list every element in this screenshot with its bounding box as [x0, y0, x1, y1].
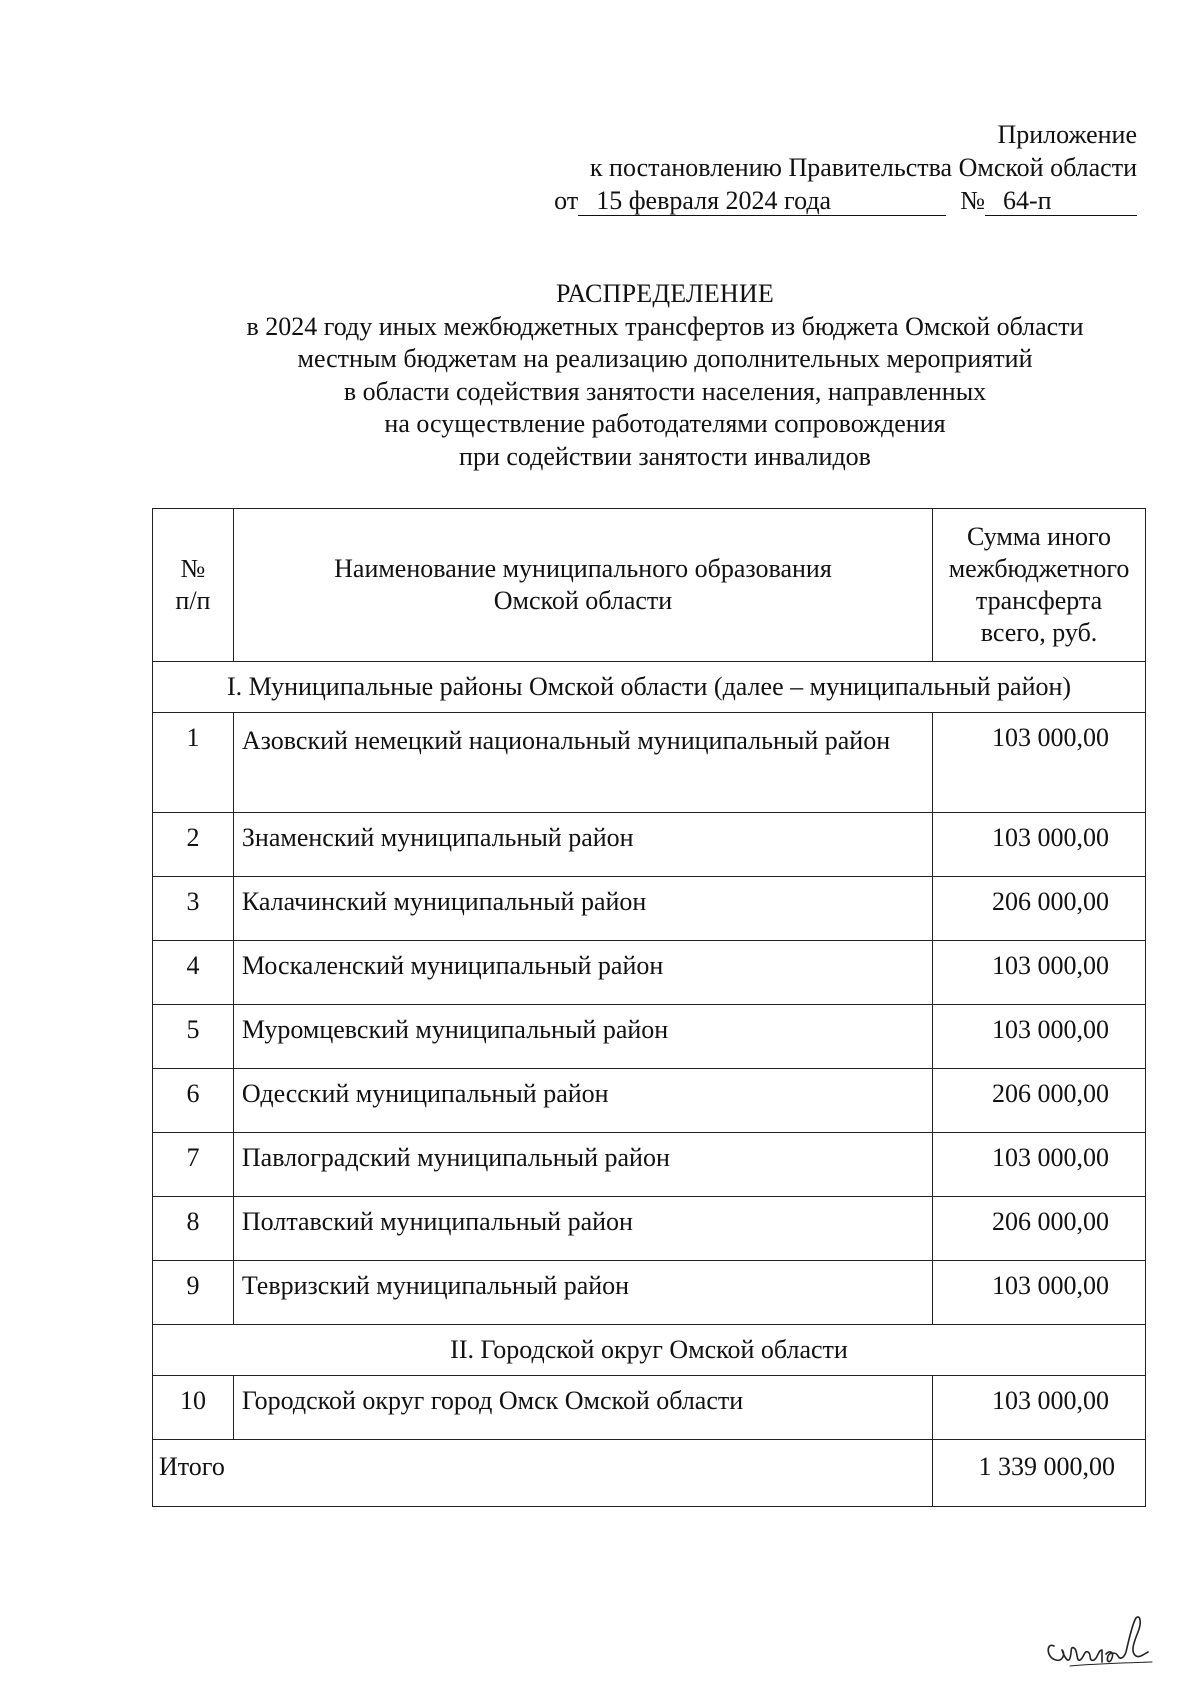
- document-heading: РАСПРЕДЕЛЕНИЕ: [556, 279, 774, 308]
- row-number: 9: [153, 1261, 234, 1325]
- row-sum: 103 000,00: [933, 941, 1146, 1005]
- table-row: [153, 1261, 1146, 1325]
- row-sum: 103 000,00: [933, 1376, 1146, 1440]
- row-number: 10: [153, 1376, 234, 1440]
- row-sum: 103 000,00: [933, 813, 1146, 877]
- header-name-line: Наименование муниципального образования: [334, 554, 832, 583]
- table-row: [153, 1069, 1146, 1133]
- row-number: 5: [153, 1005, 234, 1069]
- header-sum: [933, 509, 1146, 662]
- handwritten-signature: [1040, 1606, 1160, 1676]
- section-row-districts: [153, 662, 1146, 713]
- row-sum: 103 000,00: [933, 1261, 1146, 1325]
- document-title-block: [130, 278, 1200, 473]
- table-row: [153, 813, 1146, 877]
- row-number: 6: [153, 1069, 234, 1133]
- header-name-line: Омской области: [493, 586, 673, 615]
- row-name: Знаменский муниципальный район: [233, 813, 932, 877]
- table-row: [153, 1376, 1146, 1440]
- header-sum-line: всего, руб.: [980, 618, 1098, 647]
- title-line: местным бюджетам на реализацию дополнительных мероприятий: [297, 344, 1033, 373]
- table-row: [153, 1005, 1146, 1069]
- row-name: Одесский муниципальный район: [233, 1069, 932, 1133]
- date-value: 15 февраля 2024 года: [578, 187, 946, 216]
- title-line: в 2024 году иных межбюджетных трансфертов из бюджета Омской области: [246, 311, 1084, 341]
- distribution-table: [152, 508, 1146, 1507]
- table-row: [153, 1197, 1146, 1261]
- row-name: Калачинский муниципальный район: [233, 877, 932, 941]
- table-row: [153, 941, 1146, 1005]
- header-number: [153, 509, 234, 662]
- from-label: от: [554, 186, 579, 215]
- row-number: 1: [153, 713, 234, 813]
- row-name: Азовский немецкий национальный муниципальный район: [233, 713, 932, 813]
- row-number: 8: [153, 1197, 234, 1261]
- row-name: Тевризский муниципальный район: [233, 1261, 932, 1325]
- title-line: в области содействия занятости населения, направленных: [343, 376, 987, 406]
- table-header-row: [153, 509, 1146, 662]
- row-sum: 103 000,00: [933, 1133, 1146, 1197]
- row-number: 7: [153, 1133, 234, 1197]
- appendix-reference: к постановлению Правительства Омской области: [589, 153, 1137, 182]
- row-number: 3: [153, 877, 234, 941]
- row-number: 2: [153, 813, 234, 877]
- header-name: [233, 509, 932, 662]
- number-value: 64-п: [985, 187, 1137, 216]
- row-name: Городской округ город Омск Омской области: [233, 1376, 932, 1440]
- row-number: 4: [153, 941, 234, 1005]
- header-sum-line: межбюджетного: [948, 554, 1130, 583]
- row-sum: 206 000,00: [933, 1197, 1146, 1261]
- row-sum: 206 000,00: [933, 1069, 1146, 1133]
- number-label: №: [960, 186, 985, 215]
- row-name: Полтавский муниципальный район: [233, 1197, 932, 1261]
- total-row: [153, 1440, 1146, 1507]
- header-sum-line: трансферта: [975, 586, 1103, 615]
- table-row: [153, 713, 1146, 813]
- row-name: Муромцевский муниципальный район: [233, 1005, 932, 1069]
- row-sum: 103 000,00: [933, 713, 1146, 813]
- signature-icon: [1040, 1606, 1160, 1676]
- header-number-line: п/п: [175, 586, 211, 615]
- appendix-date-line: [537, 184, 1137, 217]
- table-row: [153, 1133, 1146, 1197]
- appendix-title: Приложение: [997, 120, 1137, 149]
- row-name: Москаленский муниципальный район: [233, 941, 932, 1005]
- total-label: Итого: [153, 1440, 933, 1507]
- row-sum: 206 000,00: [933, 877, 1146, 941]
- appendix-block: [537, 118, 1137, 217]
- header-sum-line: Сумма иного: [967, 522, 1111, 551]
- section-title: I. Муниципальные районы Омской области (далее – муниципальный район): [153, 662, 1146, 713]
- total-sum: 1 339 000,00: [933, 1440, 1146, 1507]
- row-sum: 103 000,00: [933, 1005, 1146, 1069]
- row-name: Павлоградский муниципальный район: [233, 1133, 932, 1197]
- title-line: при содействии занятости инвалидов: [459, 441, 871, 471]
- title-line: на осуществление работодателями сопровождения: [384, 409, 946, 438]
- header-number-line: №: [180, 554, 206, 583]
- section-title: II. Городской округ Омской области: [153, 1325, 1146, 1376]
- section-row-city-district: [153, 1325, 1146, 1376]
- table-row: [153, 877, 1146, 941]
